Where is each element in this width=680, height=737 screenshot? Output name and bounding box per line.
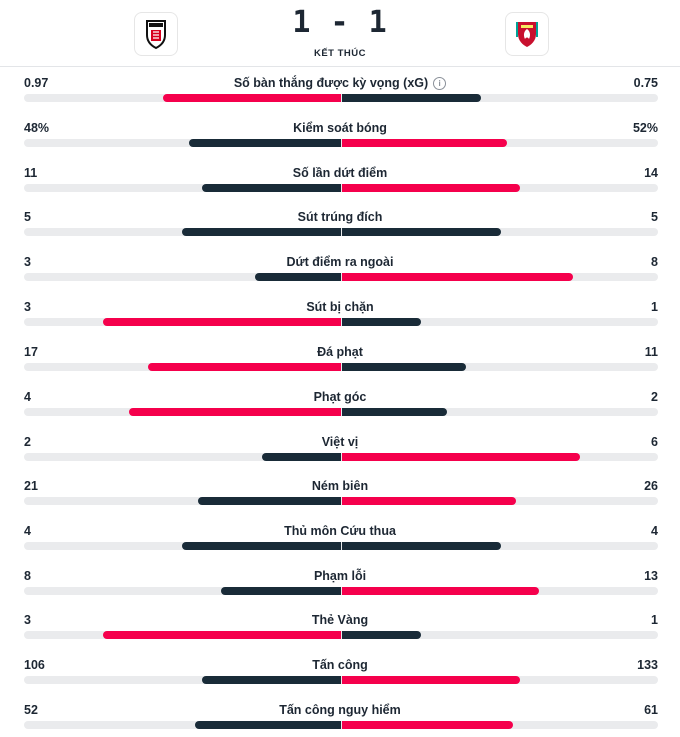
away-bar [342, 139, 507, 147]
stat-row [0, 514, 680, 554]
stat-bar-track [24, 318, 658, 326]
stat-bar-track [24, 542, 658, 550]
away-value: 0.75 [633, 76, 658, 90]
stat-label-text: Kiểm soát bóng [293, 121, 387, 135]
home-value: 0.97 [24, 76, 49, 90]
stat-label [140, 76, 540, 90]
home-bar [129, 408, 341, 416]
home-bar [148, 363, 341, 371]
stat-label [140, 166, 540, 180]
home-value: 2 [24, 435, 31, 449]
stat-label-text: Dứt điểm ra ngoài [286, 255, 394, 269]
stat-label-text: Đá phạt [317, 345, 363, 359]
stat-bar-track [24, 453, 658, 461]
match-score: 1 - 1 [292, 5, 388, 40]
stat-row [0, 469, 680, 509]
liverpool-crest-icon[interactable] [505, 12, 549, 56]
stat-label [140, 345, 540, 359]
away-bar [342, 363, 466, 371]
stat-label [140, 390, 540, 404]
stat-label-text: Sút bị chặn [306, 300, 374, 314]
away-value: 52% [632, 121, 658, 135]
away-value: 2 [651, 390, 658, 404]
stat-bar-track [24, 631, 658, 639]
stat-row [0, 111, 680, 151]
away-value: 8 [651, 255, 658, 269]
away-value: 11 [644, 345, 658, 359]
home-bar [255, 273, 341, 281]
home-bar [163, 94, 341, 102]
stat-bar-track [24, 184, 658, 192]
away-value: 61 [644, 703, 658, 717]
home-bar [221, 587, 341, 595]
stat-label [140, 479, 540, 493]
away-value: 133 [637, 658, 658, 672]
stat-bar-track [24, 497, 658, 505]
stat-row [0, 156, 680, 196]
away-bar [342, 318, 421, 326]
away-value: 1 [651, 300, 658, 314]
away-value: 13 [644, 569, 658, 583]
stat-label [140, 524, 540, 538]
home-value: 48% [24, 121, 50, 135]
home-value: 21 [24, 479, 38, 493]
stat-bar-track [24, 94, 658, 102]
stat-row [0, 245, 680, 285]
match-status: KẾT THÚC [313, 48, 367, 59]
away-value: 14 [644, 166, 658, 180]
stat-bar-track [24, 676, 658, 684]
away-bar [342, 408, 447, 416]
stat-label-text: Việt vị [321, 435, 359, 449]
away-value: 6 [651, 435, 658, 449]
stat-label [140, 300, 540, 314]
home-bar [195, 721, 341, 729]
stat-bar-track [24, 363, 658, 371]
stat-row [0, 425, 680, 465]
home-bar [202, 184, 341, 192]
away-value: 4 [651, 524, 658, 538]
home-bar [198, 497, 341, 505]
stat-row [0, 290, 680, 330]
stat-label [140, 569, 540, 583]
home-value: 3 [24, 255, 31, 269]
fulham-crest-icon[interactable] [134, 12, 178, 56]
home-value: 52 [24, 703, 38, 717]
stat-label [140, 703, 540, 717]
stat-bar-track [24, 587, 658, 595]
stat-label-text: Thẻ Vàng [311, 613, 369, 627]
stat-label-text: Phạm lỗi [313, 569, 367, 583]
stat-row [0, 559, 680, 599]
stat-row [0, 603, 680, 643]
away-bar [342, 228, 501, 236]
away-bar [342, 453, 580, 461]
home-bar [202, 676, 341, 684]
stat-label-text: Số lần dứt điểm [292, 166, 388, 180]
stat-label [140, 255, 540, 269]
stat-label [140, 658, 540, 672]
home-value: 8 [24, 569, 31, 583]
stat-label [140, 121, 540, 135]
stat-label-text: Thủ môn Cứu thua [284, 524, 396, 538]
stat-label-text: Tấn công nguy hiểm [279, 703, 401, 717]
match-header [0, 0, 680, 67]
away-value: 5 [651, 210, 658, 224]
stat-bar-track [24, 273, 658, 281]
away-value: 1 [651, 613, 658, 627]
away-bar [342, 497, 516, 505]
stat-label-text: Sút trúng đích [297, 210, 383, 224]
away-value: 26 [644, 479, 658, 493]
away-bar [342, 94, 481, 102]
home-bar [262, 453, 341, 461]
away-bar [342, 587, 539, 595]
stat-bar-track [24, 139, 658, 147]
home-value: 5 [24, 210, 31, 224]
stat-row [0, 380, 680, 420]
home-value: 3 [24, 300, 31, 314]
stat-bar-track [24, 721, 658, 729]
stat-row [0, 335, 680, 375]
stat-label-text: Phạt góc [313, 390, 367, 404]
home-bar [182, 228, 341, 236]
away-bar [342, 273, 573, 281]
stat-row [0, 693, 680, 733]
stat-label-text: Số bàn thắng được kỳ vọng (xG) [233, 76, 429, 90]
away-bar [342, 676, 520, 684]
stat-row [0, 66, 680, 106]
stat-label [140, 210, 540, 224]
stat-bar-track [24, 228, 658, 236]
home-value: 106 [24, 658, 45, 672]
home-bar [189, 139, 341, 147]
away-bar [342, 542, 501, 550]
stat-row [0, 200, 680, 240]
home-bar [103, 631, 341, 639]
stat-row [0, 648, 680, 688]
stat-bar-track [24, 408, 658, 416]
stat-label [140, 613, 540, 627]
home-value: 4 [24, 390, 31, 404]
stat-label-text: Ném biên [311, 479, 369, 493]
stat-label-text: Tấn công [312, 658, 368, 672]
away-bar [342, 184, 520, 192]
home-value: 4 [24, 524, 31, 538]
home-bar [103, 318, 341, 326]
info-icon[interactable]: i [433, 77, 446, 90]
home-bar [182, 542, 341, 550]
home-value: 17 [24, 345, 38, 359]
stat-label [140, 435, 540, 449]
away-bar [342, 721, 513, 729]
home-value: 3 [24, 613, 31, 627]
away-bar [342, 631, 421, 639]
home-value: 11 [24, 166, 38, 180]
